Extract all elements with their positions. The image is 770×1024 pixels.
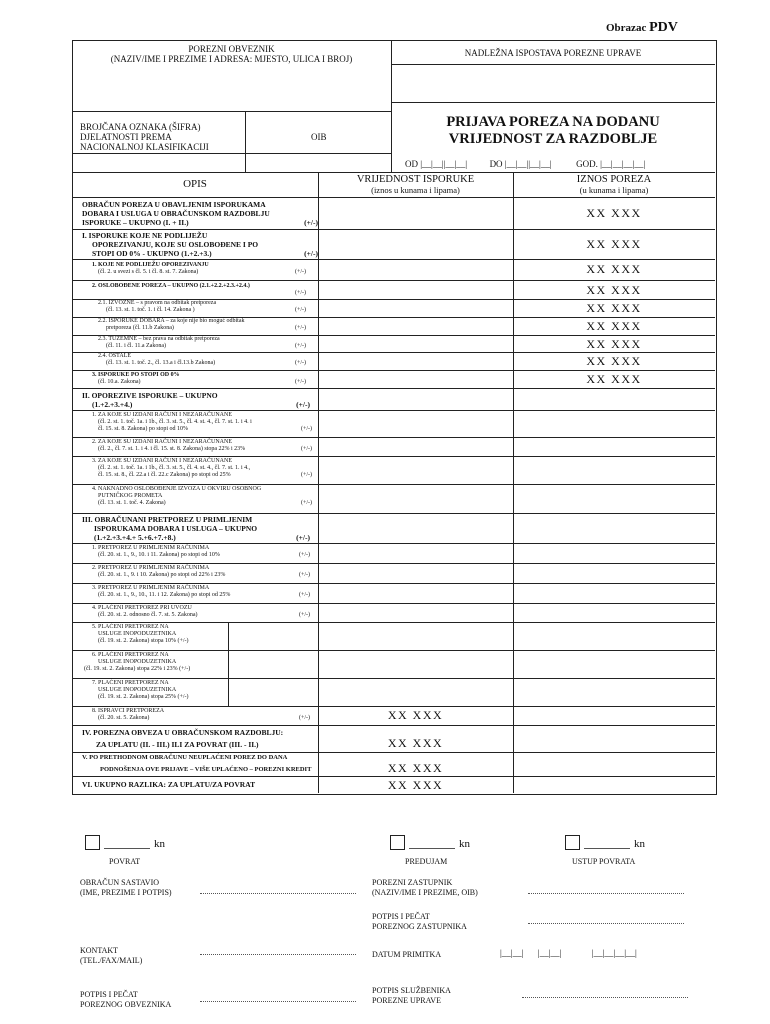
col-opis: OPIS — [183, 178, 207, 190]
potpis-zastupnika-line[interactable] — [528, 923, 684, 924]
value-i22-tax[interactable]: XX XXX — [586, 319, 642, 333]
sastavio-line[interactable] — [200, 893, 356, 894]
taxpayer-bottom-line — [72, 111, 391, 112]
row-i2-sign: (+/-) — [294, 290, 306, 296]
od-label: OD — [405, 159, 418, 169]
row-i23 — [82, 336, 318, 350]
povrat-kn: kn — [154, 838, 165, 850]
datum-day[interactable]: |__|__| — [500, 948, 524, 958]
row-iii8-2: (čl. 20. st. 5. Zakona) — [98, 715, 150, 721]
row-iii-sign: (+/-) — [296, 533, 310, 542]
row-iii7-1: 7. PLAĆENI PRETPOREZ NA — [92, 680, 169, 686]
zastupnik-label-1: POREZNI ZASTUPNIK — [372, 878, 453, 887]
col-iznos-sub: (u kunama i lipama) — [579, 185, 649, 195]
row-i23-sign: (+/-) — [294, 343, 306, 349]
form-title — [391, 114, 715, 148]
row-i3-1: 3. ISPORUKE PO STOPI OD 0% — [92, 372, 180, 378]
ustup-kn: kn — [634, 838, 645, 850]
row-i-2: OPOREZIVANJU, KOJE SU OSLOBOĐENE I PO — [92, 240, 259, 249]
row-iii4-2: (čl. 20. st. 2. odnosno čl. 7. st. 5. Zakona) — [98, 612, 198, 618]
row-ii2-2: (čl. 2., čl. 7. st. 1. i 4. i čl. 15. st. 8. Zakona) stopa 22% i 23% — [98, 446, 246, 452]
col-vrijednost-sub: (iznos u kunama i lipama) — [371, 185, 460, 195]
povrat-label: POVRAT — [109, 857, 141, 866]
value-iii8-supply[interactable]: XX XXX — [387, 708, 444, 722]
sluzbenik-label-1: POTPIS SLUŽBENIKA — [372, 986, 451, 995]
sastavio-label-1: OBRAČUN SASTAVIO — [80, 878, 160, 887]
row-i1-2: (čl. 2. u svezi s čl. 5. i čl. 8. st. 7. Zakona) — [98, 269, 199, 275]
row-ii3-1: 3. ZA KOJE SU IZDANI RAČUNI I NEZARAČUNANE — [92, 458, 232, 464]
header-divider — [391, 40, 392, 172]
row-obracun-2: DOBARA I USLUGA U OBRAČUNSKOM RAZDOBLJU — [82, 209, 270, 218]
row-iii1 — [82, 545, 318, 559]
row-i-1: I. ISPORUKE KOJE NE PODLIJEŽU — [82, 231, 208, 240]
row-ii4-2: PUTNIČKOG PROMETA — [98, 493, 163, 499]
period-fields — [405, 159, 645, 169]
sluzbenik-label-2: POREZNE UPRAVE — [372, 996, 441, 1005]
god-input[interactable]: |__|__|__|__| — [600, 159, 646, 169]
header-bottom-line — [72, 172, 715, 173]
row-ii4-1: 4. NAKNADNO OSLOBOĐENJE IZVOZA U OKVIRU OSOBNOG — [92, 486, 262, 492]
predujam-kn: kn — [459, 838, 470, 850]
row-iii8-sign: (+/-) — [298, 715, 310, 721]
oib-divider — [245, 111, 246, 172]
row-i21-2: (čl. 13. st. 1. toč. 1. i čl. 14. Zakona ) — [106, 307, 195, 313]
row-i22-1: 2.2. ISPORUKE DOBARA – za koje nije bio moguć odbitak — [98, 318, 245, 324]
od-input[interactable]: |__|__||__|__| — [420, 159, 468, 169]
row-iii6 — [84, 652, 228, 673]
row-ii — [82, 391, 318, 409]
row-iii1-1: 1. PRETPOREZ U PRIMLJENIM RAČUNIMA — [92, 545, 210, 551]
col-iznos — [513, 174, 715, 195]
row-i1-1: 1. KOJE NE PODLIJEŽU OPOREZIVANJU — [92, 262, 209, 268]
row-iii7-2: USLUGE INOPODUZETNIKA — [98, 687, 177, 693]
datum-label: DATUM PRIMITKA — [372, 950, 442, 959]
datum-year[interactable]: |__|__|__|__| — [591, 948, 637, 958]
row-v-2: PODNOŠENJA OVE PRIJAVE – VIŠE UPLAĆENO – POREZNI KREDIT — [100, 766, 312, 773]
row-iii3-2: (čl. 20. st. 1., 9., 10., 11. i 12. Zakona) po stopi od 25% — [98, 592, 231, 598]
row-ii2-1: 2. ZA KOJE SU IZDANI RAČUNI I NEZARAČUNANE — [92, 439, 232, 445]
form-title-2: VRIJEDNOST ZA RAZDOBLJE — [448, 131, 658, 147]
datum-month[interactable]: |__|__| — [537, 948, 562, 958]
row-iii-2: ISPORUKAMA DOBARA I USLUGA – UKUPNO — [94, 524, 258, 533]
ustup-checkbox[interactable] — [565, 835, 580, 850]
row-iii3 — [82, 585, 318, 599]
row-ii1 — [82, 412, 318, 433]
row-ii-2: (1.+2.+3.+4.) — [92, 400, 133, 409]
value-vi-supply[interactable]: XX XXX — [387, 778, 444, 792]
value-i21-tax[interactable]: XX XXX — [586, 301, 642, 315]
row-ii1-3: čl. 15. st. 8. Zakona) po stopi od 10% — [98, 426, 188, 432]
god-label: GOD. — [576, 159, 598, 169]
row-ii1-1: 1. ZA KOJE SU IZDANI RAČUNI I NEZARAČUNANE — [92, 412, 232, 418]
row-iii5-2: USLUGE INOPODUZETNIKA — [98, 631, 177, 637]
activity-bottom-line — [72, 153, 391, 154]
row-iii — [82, 515, 318, 542]
taxpayer-label — [72, 44, 391, 64]
row-iv-2: ZA UPLATU (II. - III.) ILI ZA POVRAT (III. - II.) — [96, 740, 259, 749]
row-v-1: V. PO PRETHODNOM OBRAČUNU NEUPLAĆENI POREZ DO DANA — [82, 754, 288, 761]
value-i24-tax[interactable]: XX XXX — [586, 354, 642, 368]
row-iii-3: (1.+2.+3.+4.+ 5.+6.+7.+8.) — [94, 533, 176, 542]
sastavio-label-2: (IME, PREZIME I POTPIS) — [80, 888, 172, 897]
do-input[interactable]: |__|__||__|__| — [504, 159, 552, 169]
potpis-obveznika-label-2: POREZNOG OBVEZNIKA — [80, 1000, 172, 1009]
value-i3-tax[interactable]: XX XXX — [586, 372, 642, 386]
ustup-label: USTUP POVRATA — [572, 857, 636, 866]
office-line — [391, 64, 715, 65]
potpis-zastupnika-label-1: POTPIS I PEČAT — [372, 912, 430, 921]
row-ii4-sign: (+/-) — [300, 500, 312, 506]
row-iii4-1: 4. PLAĆENI PRETPOREZ PRI UVOZU — [92, 605, 192, 611]
value-i-tax[interactable]: XX XXX — [586, 237, 642, 251]
sluzbenik-label — [372, 986, 451, 1006]
col-vrijednost-label: VRIJEDNOST ISPORUKE — [356, 174, 475, 185]
row-iii4 — [82, 605, 318, 619]
office-bottom-line — [391, 102, 715, 103]
predujam-checkbox[interactable] — [390, 835, 405, 850]
potpis-zastupnika-label-2: POREZNOG ZASTUPNIKA — [372, 922, 467, 931]
row-i3-2: (čl. 10.a. Zakona) — [98, 379, 141, 385]
value-iv-supply[interactable]: XX XXX — [387, 736, 444, 750]
form-code-value: PDV — [649, 20, 678, 35]
row-i-sign: (+/-) — [304, 249, 318, 258]
col-iznos-label: IZNOS POREZA — [576, 174, 652, 185]
row-i3 — [82, 372, 318, 386]
row-iv — [82, 728, 342, 749]
row-i23-1: 2.3. TUZEMNE – bez prava na odbitak pretporeza — [98, 336, 220, 342]
row-i2 — [82, 283, 318, 297]
zastupnik-label-2: (NAZIV/IME I PREZIME, OIB) — [372, 888, 478, 897]
row-i2-1: 2. OSLOBOĐENE POREZA – UKUPNO (2.1.+2.2.+2.3.+2.4.) — [92, 283, 250, 289]
office-label: NADLEŽNA ISPOSTAVA POREZNE UPRAVE — [464, 48, 642, 58]
col-divider-1 — [318, 172, 319, 793]
row-iii3-1: 3. PRETPOREZ U PRIMLJENIM RAČUNIMA — [92, 585, 210, 591]
potpis-zastupnika-label — [372, 912, 467, 932]
row-i21-1: 2.1. IZVOZNE – s pravom na odbitak pretporeza — [98, 300, 217, 306]
row-ii3-2: (čl. 2. st. 1. toč. 1a. i 1b., čl. 3. st. 5., čl. 4. st. 4., čl. 7. st. 1. i 4., — [98, 465, 251, 471]
row-iii7-3: (čl. 19. st. 2. Zakona) stopa 25% (+/-) — [98, 694, 189, 700]
row-iii2 — [82, 565, 318, 579]
value-i1-tax[interactable]: XX XXX — [586, 262, 642, 276]
row-iii1-sign: (+/-) — [298, 552, 310, 558]
row-ii4-3: (čl. 13. st. 1. toč. 4. Zakona) — [98, 500, 166, 506]
col-header-line — [72, 197, 715, 198]
row-iii8-1: 8. ISPRAVCI PRETPOREZA — [92, 708, 165, 714]
kontakt-label-1: KONTAKT — [80, 946, 119, 955]
value-i2-tax[interactable]: XX XXX — [586, 283, 642, 297]
row-iii5 — [92, 624, 228, 645]
zastupnik-label — [372, 878, 478, 898]
row-i-3: STOPI OD 0% - UKUPNO (1.+2.+3.) — [92, 249, 212, 258]
row-i22-sign: (+/-) — [294, 325, 306, 331]
row-i24-sign: (+/-) — [294, 360, 306, 366]
row-ii-sign: (+/-) — [296, 400, 310, 409]
row-obracun-1: OBRAČUN POREZA U OBAVLJENIM ISPORUKAMA — [82, 200, 266, 209]
row-iii6-3: (čl. 19. st. 2. Zakona) stopa 22% i 23% (+/-) — [84, 666, 191, 672]
activity-code-label-3: NACIONALNOJ KLASIFIKACIJI — [80, 142, 209, 152]
row-ii3-sign: (+/-) — [300, 472, 312, 478]
datum-fields[interactable] — [500, 948, 637, 958]
do-label: DO — [489, 159, 503, 169]
oib-label: OIB — [311, 132, 327, 142]
row-i21 — [82, 300, 318, 314]
row-i3-sign: (+/-) — [294, 379, 306, 385]
row-iii2-sign: (+/-) — [298, 572, 310, 578]
value-obracun-tax[interactable]: XX XXX — [586, 206, 642, 220]
form-code — [606, 20, 678, 36]
row-iii2-2: (čl. 20. st. 1., 9. i 10. Zakona) po stopi od 22% i 23% — [98, 572, 226, 578]
activity-code-label — [80, 122, 209, 152]
row-obracun-3: ISPORUKE – UKUPNO (I. + II.) — [82, 218, 189, 227]
value-i23-tax[interactable]: XX XXX — [586, 337, 642, 351]
value-v-supply[interactable]: XX XXX — [387, 761, 444, 775]
row-i24-1: 2.4. OSTALE — [98, 353, 132, 359]
row-iii8 — [82, 708, 318, 722]
row-iii6-1: 6. PLAĆENI PRETPOREZ NA — [92, 652, 169, 658]
kontakt-label-2: (TEL./FAX/MAIL) — [80, 956, 143, 965]
row-iii-1: III. OBRAČUNANI PRETPOREZ U PRIMLJENIM — [82, 515, 253, 524]
row-iii7 — [92, 680, 228, 701]
row-i22 — [82, 318, 318, 332]
potpis-obveznika-line[interactable] — [200, 1001, 356, 1002]
taxpayer-label-1: POREZNI OBVEZNIK — [188, 44, 275, 54]
row-i1-sign: (+/-) — [294, 269, 306, 275]
kontakt-label — [80, 946, 142, 966]
row-obracun-sign: (+/-) — [304, 218, 318, 227]
row-vi: VI. UKUPNO RAZLIKA: ZA UPLATU/ZA POVRAT — [82, 780, 256, 789]
row-iv-1: IV. POREZNA OBVEZA U OBRAČUNSKOM RAZDOBLJU: — [82, 728, 284, 737]
row-iii5-3: (čl. 19. st. 2. Zakona) stopa 10% (+/-) — [98, 638, 189, 644]
row-ii4 — [82, 486, 318, 507]
row-iii6-2: USLUGE INOPODUZETNIKA — [98, 659, 177, 665]
row-iii1-2: (čl. 20. st. 1., 9., 10. i 11. Zakona) po stopi od 10% — [98, 552, 220, 558]
row-ii2 — [82, 439, 318, 453]
row-iii3-sign: (+/-) — [298, 592, 310, 598]
row-i22-2: pretporeza (čl. 11.b Zakona) — [106, 325, 174, 331]
row-i1 — [82, 262, 318, 276]
row-ii3 — [82, 458, 318, 479]
zastupnik-line[interactable] — [528, 893, 684, 894]
sluzbenik-line[interactable] — [522, 997, 688, 998]
row-i — [82, 231, 318, 258]
activity-code-label-2: DJELATNOSTI PREMA — [80, 132, 172, 142]
potpis-obveznika-label — [80, 990, 171, 1010]
row-ii3-3: čl. 15. st. 8., čl. 22.a i čl. 22.c Zakona) po stopi od 25% — [98, 472, 231, 478]
row-i24-2: (čl. 13. st. 1. toč. 2., čl. 13.a i čl.13.b Zakona) — [106, 360, 216, 366]
kontakt-line[interactable] — [200, 954, 356, 955]
row-iii2-1: 2. PRETPOREZ U PRIMLJENIM RAČUNIMA — [92, 565, 210, 571]
col-vrijednost — [318, 174, 513, 195]
povrat-checkbox[interactable] — [85, 835, 100, 850]
predujam-label: PREDUJAM — [405, 857, 448, 866]
row-i24 — [82, 353, 318, 367]
form-code-prefix: Obrazac — [606, 22, 647, 34]
row-ii2-sign: (+/-) — [300, 446, 312, 452]
row-i21-sign: (+/-) — [294, 307, 306, 313]
row-i23-2: (čl. 11. i čl. 11.a Zakona) — [106, 343, 167, 349]
row-ii-1: II. OPOREZIVE ISPORUKE – UKUPNO — [82, 391, 218, 400]
row-ii1-sign: (+/-) — [300, 426, 312, 432]
form-title-1: PRIJAVA POREZA NA DODANU — [446, 114, 660, 130]
row-obracun — [82, 200, 318, 227]
sastavio-label — [80, 878, 172, 898]
activity-code-label-1: BROJČANA OZNAKA (ŠIFRA) — [80, 122, 201, 132]
row-iii4-sign: (+/-) — [298, 612, 310, 618]
row-iii5-1: 5. PLAĆENI PRETPOREZ NA — [92, 624, 169, 630]
potpis-obveznika-label-1: POTPIS I PEČAT — [80, 990, 138, 999]
row-ii1-2: (čl. 2. st. 1. toč. 1a. i 1b., čl. 3. st. 5., čl. 4. st. 4., čl. 7. st. 1. i 4. i — [98, 419, 252, 425]
taxpayer-label-2: (NAZIV/IME I PREZIME I ADRESA: MJESTO, ULICA I BROJ) — [110, 54, 353, 64]
